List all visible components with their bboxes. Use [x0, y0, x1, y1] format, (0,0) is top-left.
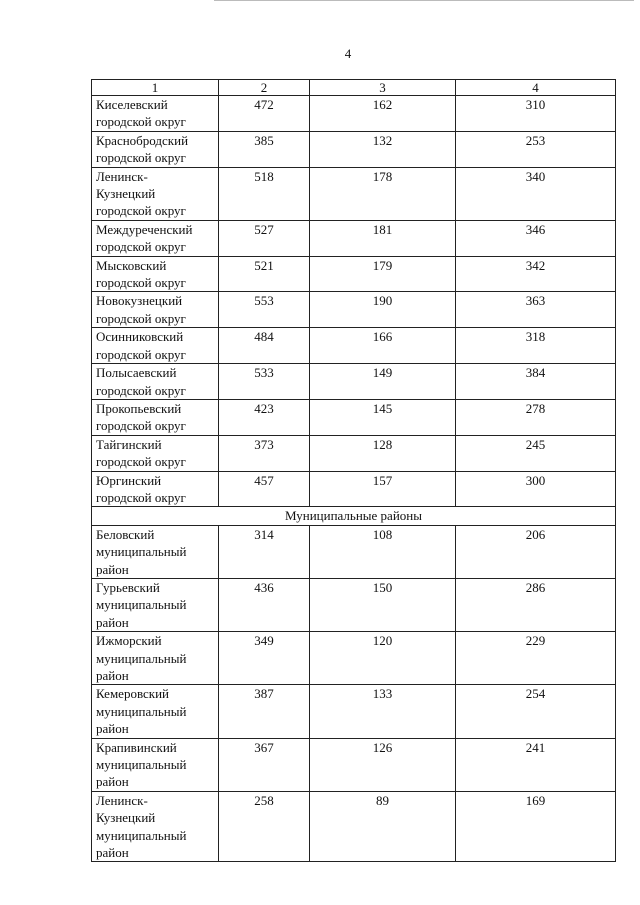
municipality-name-line: муниципальный — [96, 650, 187, 666]
municipality-name-line: городской округ — [96, 489, 186, 505]
table-row — [92, 738, 616, 791]
page-number: 4 — [344, 46, 352, 61]
value-cell-c2: 533 — [219, 364, 310, 400]
municipality-name-line: Междуреченский — [96, 221, 193, 237]
municipality-name-line: городской округ — [96, 382, 186, 398]
municipality-name-line: Тайгинский — [96, 436, 162, 452]
table-row — [92, 96, 616, 132]
municipality-name-line: муниципальный — [96, 703, 187, 719]
municipality-name-line: городской округ — [96, 275, 186, 291]
municipality-name-cell — [92, 256, 219, 292]
value-cell-c4: 278 — [456, 399, 616, 435]
table-row — [92, 399, 616, 435]
value-cell-c3: 108 — [310, 525, 456, 578]
value-cell-c2: 387 — [219, 685, 310, 738]
value-cell-c3: 126 — [310, 738, 456, 791]
municipality-name-line: городской округ — [96, 346, 186, 362]
value-cell-c3: 178 — [310, 167, 456, 220]
municipality-name-line: муниципальный — [96, 757, 187, 773]
value-cell-c2: 484 — [219, 328, 310, 364]
municipality-name-line: Ижморский — [96, 633, 162, 649]
municipality-name-cell — [92, 399, 219, 435]
municipality-name-line: городской округ — [96, 310, 186, 326]
value-cell-c4: 346 — [456, 220, 616, 256]
municipality-name-cell — [92, 435, 219, 471]
value-cell-c2: 367 — [219, 738, 310, 791]
municipality-name-line: Кузнецкий — [96, 186, 156, 202]
table-row — [92, 435, 616, 471]
column-header: 3 — [310, 80, 456, 96]
value-cell-c3: 145 — [310, 399, 456, 435]
municipality-name-line: район — [96, 561, 129, 577]
municipality-name-line: Крапивинский — [96, 739, 177, 755]
value-cell-c3: 128 — [310, 435, 456, 471]
table-row — [92, 471, 616, 507]
municipality-name-line: Гурьевский — [96, 579, 160, 595]
value-cell-c3: 162 — [310, 96, 456, 132]
municipality-name-line: Кемеровский — [96, 686, 170, 702]
value-cell-c4: 206 — [456, 525, 616, 578]
municipality-name-line: Киселевский — [96, 97, 168, 112]
municipality-name-cell — [92, 131, 219, 167]
data-table — [91, 79, 616, 862]
value-cell-c3: 150 — [310, 578, 456, 631]
municipality-name-line: городской округ — [96, 239, 186, 255]
value-cell-c4: 342 — [456, 256, 616, 292]
municipality-name-cell — [92, 632, 219, 685]
municipality-name-cell — [92, 96, 219, 132]
municipality-name-cell — [92, 525, 219, 578]
value-cell-c2: 436 — [219, 578, 310, 631]
table-body — [92, 96, 616, 862]
section-row — [92, 507, 616, 525]
table-row — [92, 292, 616, 328]
value-cell-c4: 318 — [456, 328, 616, 364]
value-cell-c2: 518 — [219, 167, 310, 220]
municipality-name-cell — [92, 292, 219, 328]
value-cell-c2: 527 — [219, 220, 310, 256]
value-cell-c3: 89 — [310, 791, 456, 862]
value-cell-c2: 472 — [219, 96, 310, 132]
value-cell-c3: 157 — [310, 471, 456, 507]
value-cell-c2: 457 — [219, 471, 310, 507]
value-cell-c4: 310 — [456, 96, 616, 132]
value-cell-c3: 181 — [310, 220, 456, 256]
value-cell-c2: 314 — [219, 525, 310, 578]
municipality-name-line: район — [96, 845, 129, 861]
value-cell-c4: 286 — [456, 578, 616, 631]
municipality-name-cell — [92, 364, 219, 400]
table-row — [92, 167, 616, 220]
municipality-name-line: Ленинск- — [96, 168, 148, 184]
municipality-name-line: городской округ — [96, 203, 186, 219]
value-cell-c2: 349 — [219, 632, 310, 685]
table-row — [92, 256, 616, 292]
municipality-name-line: район — [96, 668, 129, 683]
municipality-name-line: Кузнецкий — [96, 810, 156, 826]
municipality-name-line: муниципальный — [96, 544, 187, 560]
table-row — [92, 632, 616, 685]
municipality-name-line: Новокузнецкий — [96, 293, 183, 309]
value-cell-c3: 166 — [310, 328, 456, 364]
municipality-name-line: Краснобродский — [96, 132, 189, 148]
municipality-name-line: район — [96, 721, 129, 737]
value-cell-c2: 553 — [219, 292, 310, 328]
value-cell-c4: 245 — [456, 435, 616, 471]
value-cell-c4: 363 — [456, 292, 616, 328]
municipality-name-line: Полысаевский — [96, 365, 177, 381]
municipality-name-line: муниципальный — [96, 597, 187, 613]
value-cell-c4: 241 — [456, 738, 616, 791]
value-cell-c2: 258 — [219, 791, 310, 862]
value-cell-c4: 340 — [456, 167, 616, 220]
municipality-name-line: район — [96, 774, 129, 790]
value-cell-c4: 229 — [456, 632, 616, 685]
table-row — [92, 220, 616, 256]
municipality-name-line: городской округ — [96, 418, 186, 434]
table-row — [92, 328, 616, 364]
table-row — [92, 578, 616, 631]
value-cell-c4: 300 — [456, 471, 616, 507]
table-row — [92, 685, 616, 738]
municipality-name-line: Беловский — [96, 526, 155, 542]
column-header: 4 — [456, 80, 616, 96]
municipality-name-cell — [92, 578, 219, 631]
municipality-name-cell — [92, 738, 219, 791]
municipality-name-line: район — [96, 614, 129, 630]
value-cell-c3: 132 — [310, 131, 456, 167]
value-cell-c2: 373 — [219, 435, 310, 471]
municipality-name-cell — [92, 685, 219, 738]
municipality-name-line: Прокопьевский — [96, 400, 182, 416]
municipality-name-cell — [92, 791, 219, 862]
table-row — [92, 525, 616, 578]
municipality-name-cell — [92, 220, 219, 256]
value-cell-c2: 385 — [219, 131, 310, 167]
municipality-name-cell — [92, 167, 219, 220]
value-cell-c2: 521 — [219, 256, 310, 292]
column-header: 2 — [219, 80, 310, 96]
top-scan-rule — [214, 0, 634, 3]
column-header: 1 — [92, 80, 219, 96]
value-cell-c4: 253 — [456, 131, 616, 167]
value-cell-c2: 423 — [219, 399, 310, 435]
table-row — [92, 131, 616, 167]
municipality-name-cell — [92, 471, 219, 507]
municipality-name-line: Ленинск- — [96, 792, 148, 808]
header-row — [92, 80, 616, 96]
municipality-name-cell — [92, 328, 219, 364]
municipality-name-line: городской округ — [96, 114, 186, 130]
table-row — [92, 791, 616, 862]
municipality-name-line: Юргинский — [96, 472, 162, 488]
value-cell-c3: 190 — [310, 292, 456, 328]
value-cell-c4: 254 — [456, 685, 616, 738]
municipality-name-line: муниципальный — [96, 827, 187, 843]
value-cell-c3: 120 — [310, 632, 456, 685]
value-cell-c4: 169 — [456, 791, 616, 862]
value-cell-c4: 384 — [456, 364, 616, 400]
value-cell-c3: 179 — [310, 256, 456, 292]
municipality-name-line: Мысковский — [96, 257, 167, 273]
section-title: Муниципальные районы — [92, 507, 616, 525]
value-cell-c3: 133 — [310, 685, 456, 738]
value-cell-c3: 149 — [310, 364, 456, 400]
municipality-name-line: городской округ — [96, 454, 186, 470]
municipality-name-line: Осинниковский — [96, 329, 184, 345]
municipality-name-line: городской округ — [96, 150, 186, 166]
table-row — [92, 364, 616, 400]
